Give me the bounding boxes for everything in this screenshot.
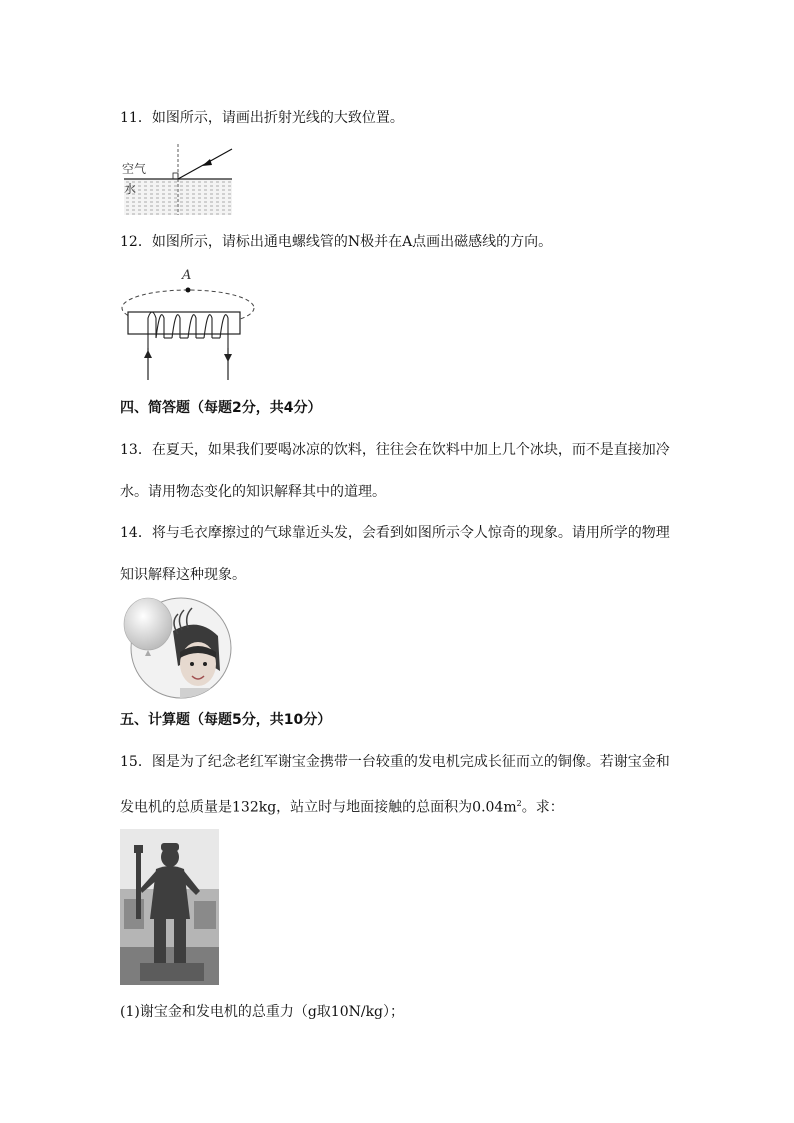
q15-line2-main: 发电机的总质量是132kg，站立时与地面接触的总面积为0.04m [120, 799, 517, 816]
q13-line2: 水。请用物态变化的知识解释其中的道理。 [120, 484, 386, 500]
q14-line1: 14．将与毛衣摩擦过的气球靠近头发，会看到如图所示令人惊奇的现象。请用所学的物理 [120, 525, 670, 541]
balloon-hair-illustration [118, 596, 236, 700]
q11-text: 11．如图所示，请画出折射光线的大致位置。 [120, 110, 404, 126]
q15-line2-end: 。求： [521, 799, 564, 816]
air-label: 空气 [122, 162, 147, 176]
water-label: 水 [124, 182, 137, 196]
q14-line2: 知识解释这种现象。 [120, 567, 246, 583]
refraction-figure [120, 140, 235, 218]
q13-line1: 13．在夏天，如果我们要喝冰凉的饮料，往往会在饮料中加上几个冰块，而不是直接加冷 [120, 442, 670, 458]
area-unit-exponent: 2 [516, 799, 522, 808]
q15-line2 [120, 794, 564, 818]
q15-line1: 15．图是为了纪念老红军谢宝金携带一台较重的发电机完成长征而立的铜像。若谢宝金和 [120, 754, 670, 770]
solenoid-figure [118, 266, 258, 384]
q12-text: 12．如图所示，请标出通电螺线管的N极并在A点画出磁感线的方向。 [120, 234, 553, 250]
current-arrow-down [224, 354, 232, 362]
point-a-label: A [182, 268, 192, 283]
balloon-hair-photo [118, 596, 236, 700]
right-angle-mark [173, 173, 178, 179]
section-5-title: 五、计算题（每题5分，共10分） [120, 712, 332, 728]
refraction-diagram [120, 140, 235, 218]
statue-photo [120, 829, 219, 985]
current-arrow-up [144, 350, 152, 358]
section-4-title: 四、简答题（每题2分，共4分） [120, 400, 322, 416]
ray-arrow [202, 159, 212, 166]
point-a-dot [186, 288, 191, 293]
solenoid-core [128, 312, 240, 334]
bronze-statue-image [120, 829, 219, 985]
solenoid-diagram [118, 266, 258, 384]
q15-sub1: (1)谢宝金和发电机的总重力（g取10N/kg）； [120, 1004, 405, 1020]
